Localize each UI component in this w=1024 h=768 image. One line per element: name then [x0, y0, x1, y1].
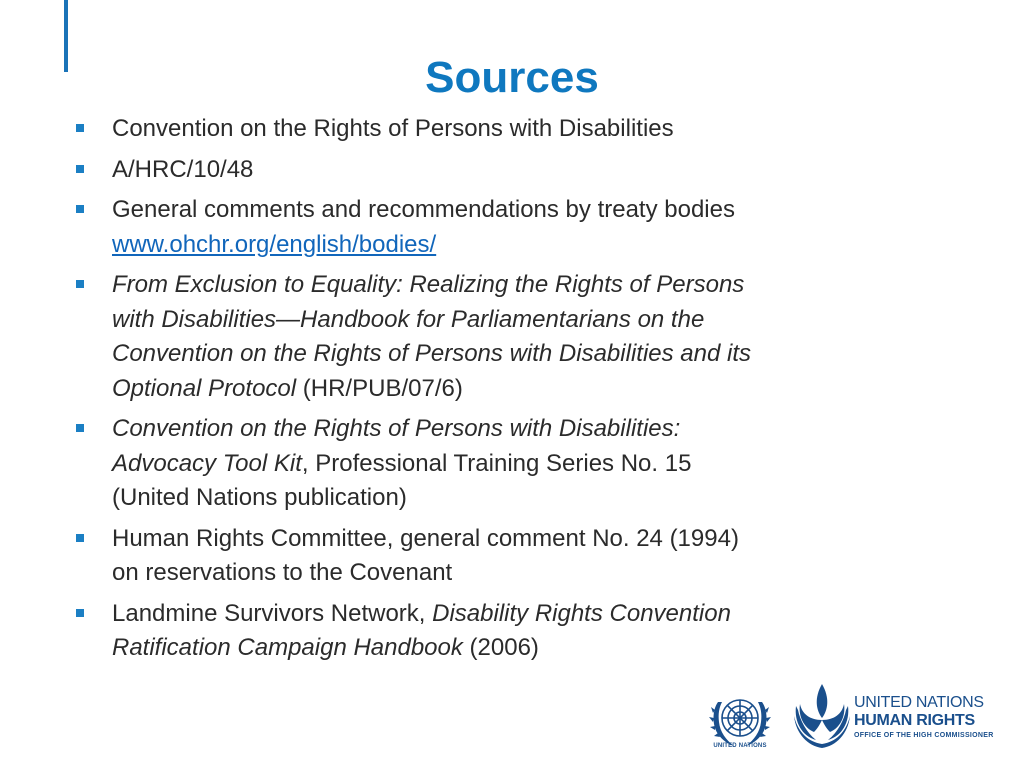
item-title-text: From Exclusion to Equality: Realizing the Rights of Persons — [112, 271, 745, 298]
list-item-landmine-survivors — [72, 597, 892, 666]
item-line — [112, 447, 892, 482]
page-title: Sources — [425, 53, 599, 102]
list-item-crpd — [72, 112, 892, 147]
item-line — [112, 372, 892, 407]
bullet-icon — [76, 165, 84, 173]
item-title-text: Convention on the Rights of Persons with Disabilities and its — [112, 340, 751, 367]
un-emblem-icon — [706, 688, 774, 760]
bullet-icon — [76, 609, 84, 617]
item-text: (2006) — [462, 634, 539, 661]
un-logo-caption: UNITED NATIONS — [713, 743, 767, 749]
item-line — [112, 522, 892, 557]
item-line — [112, 303, 892, 338]
ohchr-line-human-rights: HUMAN RIGHTS — [854, 712, 975, 729]
bullet-icon — [76, 280, 84, 288]
ohchr-wordmark — [854, 694, 1000, 742]
bullet-icon — [76, 124, 84, 132]
item-text: Convention on the Rights of Persons with Disabilities — [112, 115, 674, 142]
bullet-icon — [76, 205, 84, 213]
item-text: (HR/PUB/07/6) — [296, 374, 463, 402]
item-title-text: Disability Rights Convention — [432, 599, 731, 627]
list-item-handbook-parliamentarians — [72, 268, 892, 406]
item-title-text: Ratification Campaign Handbook — [112, 634, 463, 661]
bullet-icon — [76, 424, 84, 432]
treaty-bodies-link[interactable]: www.ohchr.org/english/bodies/ — [112, 230, 437, 258]
item-line — [112, 193, 892, 228]
item-line — [112, 228, 892, 263]
item-line — [112, 337, 892, 372]
item-line — [112, 597, 892, 632]
item-line — [112, 153, 892, 188]
item-line — [112, 556, 892, 591]
item-text: (United Nations publication) — [112, 484, 407, 511]
bullet-icon — [76, 534, 84, 542]
item-line — [112, 412, 892, 447]
flame-hand-icon — [792, 676, 852, 760]
list-item-general-comment-24 — [72, 522, 892, 591]
item-title-text: with Disabilities—Handbook for Parliamentarians on the — [112, 305, 705, 333]
list-item-advocacy-toolkit — [72, 412, 892, 516]
list-item-hrc — [72, 153, 892, 188]
item-line — [112, 631, 892, 666]
item-text: A/HRC/10/48 — [112, 155, 254, 183]
item-text: on reservations to the Covenant — [112, 559, 453, 586]
sources-list — [72, 112, 892, 672]
footer-logos — [700, 676, 1000, 760]
item-text: , Professional Training Series No. 15 — [301, 449, 692, 477]
ohchr-line-office: OFFICE OF THE HIGH COMMISSIONER — [854, 732, 994, 739]
item-text: Landmine Survivors Network, — [112, 599, 433, 627]
ohchr-line-un: UNITED NATIONS — [854, 694, 984, 711]
item-title-text: Advocacy Tool Kit — [112, 449, 302, 477]
item-title-text: Convention on the Rights of Persons with Disabilities: — [112, 415, 681, 442]
item-line — [112, 481, 892, 516]
item-title-text: Optional Protocol — [112, 374, 297, 402]
item-line — [112, 112, 892, 147]
list-item-general-comments — [72, 193, 892, 262]
item-text: General comments and recommendations by treaty bodies — [112, 196, 735, 223]
item-line — [112, 268, 892, 303]
item-text: Human Rights Committee, general comment No. 24 (1994) — [112, 524, 739, 552]
